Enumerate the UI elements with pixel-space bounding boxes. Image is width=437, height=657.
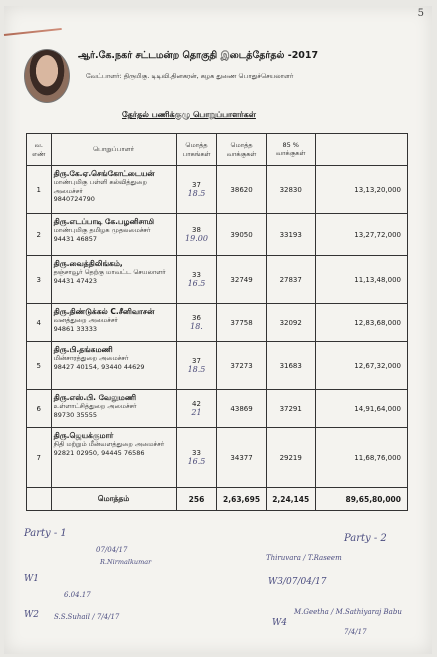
row-sn <box>27 256 52 304</box>
row-sn-value: 1 <box>36 185 42 194</box>
row-total-votes <box>217 304 266 342</box>
row-total-votes-value: 37758 <box>230 318 253 327</box>
leader-photo <box>24 49 70 103</box>
row-sn-value: 4 <box>36 318 42 327</box>
row-parts <box>176 214 217 256</box>
total-votes: 2,63,695 <box>217 488 266 511</box>
party1-label: Party - 1 <box>24 528 67 539</box>
page-number: 5 <box>417 8 424 19</box>
incharge-phone: 92821 02950, 94445 76586 <box>53 448 145 457</box>
incharge-role: நிதி மற்றும் மீன்வளத்துறை அமைச்சர் <box>53 440 165 449</box>
row-sn <box>27 390 52 428</box>
row-amount <box>315 390 407 428</box>
row-85-votes-value: 27837 <box>279 275 302 284</box>
row-incharge <box>51 304 176 342</box>
row-parts-value: 37 <box>192 357 201 365</box>
handwritten-note: 16.5 <box>187 279 206 288</box>
row-parts <box>176 428 217 488</box>
row-amount <box>315 342 407 390</box>
row-amount <box>315 428 407 488</box>
row-85-votes-value: 33193 <box>279 230 302 239</box>
incharge-name: திரு.வைத்திலிங்கம், <box>53 259 123 268</box>
incharge-name: திரு.பி.தங்கமணி <box>53 345 113 354</box>
row-sn-value: 5 <box>36 361 42 370</box>
row-incharge <box>51 342 176 390</box>
handwritten-note: 21 <box>191 408 202 417</box>
handwritten-note: 18.5 <box>187 189 206 198</box>
row-85-votes-value: 29219 <box>279 453 302 462</box>
row-parts <box>176 166 217 214</box>
row-sn <box>27 428 52 488</box>
col-header-85-votes: 85 % வாக்குகள் <box>266 134 315 166</box>
document-sheet <box>4 6 432 654</box>
row-total-votes <box>217 342 266 390</box>
w1-label: W1 <box>24 574 39 584</box>
row-85-votes <box>266 256 315 304</box>
row-amount-value: 13,27,72,000 <box>354 230 401 239</box>
row-total-votes-value: 43869 <box>230 404 253 413</box>
incharge-phone: 94431 47423 <box>53 276 97 285</box>
table-row <box>27 390 408 428</box>
document-title: ஆர்.கே.நகர் சட்டமன்ற தொகுதி இடைத்தேர்தல் -2017 <box>78 50 319 61</box>
row-sn <box>27 166 52 214</box>
row-total-votes <box>217 166 266 214</box>
incharge-name: திரு.எஸ்.பி. வேலுமணி <box>53 393 137 402</box>
row-parts-value: 38 <box>192 226 201 234</box>
row-85-votes-value: 32092 <box>279 318 302 327</box>
row-amount-value: 11,13,48,000 <box>354 275 401 284</box>
row-parts-value: 42 <box>192 400 201 408</box>
row-incharge <box>51 428 176 488</box>
row-sn-value: 2 <box>36 230 42 239</box>
total-label: மொத்தம் <box>51 488 176 511</box>
row-parts-value: 33 <box>192 449 201 457</box>
row-sn-value: 3 <box>36 275 42 284</box>
table-header-row <box>27 134 408 166</box>
tag-string <box>4 28 62 36</box>
row-amount-value: 12,83,68,000 <box>354 318 401 327</box>
incharge-name: திரு.கே.ஏ.செங்கோட்டையன் <box>53 169 155 178</box>
w1-text: 6.04.17 <box>64 591 91 599</box>
row-incharge <box>51 390 176 428</box>
w2-text: S.S.Suhail / 7/4/17 <box>54 613 120 621</box>
incharge-phone: 98427 40154, 93440 44629 <box>53 362 145 371</box>
col-header-sn: வ. எண் <box>27 134 52 166</box>
row-parts-value: 33 <box>192 271 201 279</box>
handwritten-note: 18.5 <box>187 365 206 374</box>
row-parts <box>176 304 217 342</box>
table-row <box>27 214 408 256</box>
party2-name: Thiruvara / T.Raseem <box>266 554 342 562</box>
row-incharge <box>51 214 176 256</box>
row-total-votes-value: 38620 <box>230 185 253 194</box>
row-85-votes <box>266 342 315 390</box>
row-total-votes-value: 34377 <box>230 453 253 462</box>
row-sn <box>27 342 52 390</box>
incharge-name: திரு.திண்டுக்கல் C.சீனிவாசன் <box>53 307 155 316</box>
row-sn-value: 7 <box>36 453 42 462</box>
incharge-phone: 94431 46857 <box>53 234 97 243</box>
incharge-phone: 89730 35555 <box>53 410 97 419</box>
col-header-incharge: பொறுப்பாளர் <box>51 134 176 166</box>
row-incharge <box>51 256 176 304</box>
row-amount-value: 12,67,32,000 <box>354 361 401 370</box>
incharge-role: வனத்துறை அமைச்சர் <box>53 316 118 325</box>
table-row <box>27 342 408 390</box>
incharge-role: உள்ளாட்சித்துறை அமைச்சர் <box>53 402 137 411</box>
incharge-phone: 9840724790 <box>53 194 95 203</box>
col-header-amount <box>315 134 407 166</box>
row-85-votes <box>266 304 315 342</box>
row-total-votes <box>217 256 266 304</box>
incharge-role: மின்சாரத்துறை அமைச்சர் <box>53 354 129 363</box>
total-amount: 89,65,80,000 <box>315 488 407 511</box>
handwritten-note: 16.5 <box>187 457 206 466</box>
party1-name: R.Nirmalkumar <box>100 558 152 566</box>
row-85-votes-value: 37291 <box>279 404 302 413</box>
row-amount <box>315 166 407 214</box>
row-incharge <box>51 166 176 214</box>
row-parts <box>176 342 217 390</box>
row-85-votes <box>266 428 315 488</box>
row-amount <box>315 304 407 342</box>
incharge-phone: 94861 33333 <box>53 324 97 333</box>
row-85-votes <box>266 390 315 428</box>
row-total-votes <box>217 428 266 488</box>
party2-label: Party - 2 <box>344 533 387 544</box>
row-85-votes-value: 32830 <box>279 185 302 194</box>
incharge-name: திரு.எடப்பாடி கே.பழனிசாமி <box>53 217 155 226</box>
row-parts-value: 36 <box>192 314 201 322</box>
handwritten-note: 18. <box>190 322 203 331</box>
row-85-votes <box>266 166 315 214</box>
table-row <box>27 256 408 304</box>
party1-signature: 07/04/17 <box>96 546 128 554</box>
row-amount-value: 14,91,64,000 <box>354 404 401 413</box>
table-row <box>27 166 408 214</box>
table-row <box>27 428 408 488</box>
w3-label: W3/07/04/17 <box>268 577 327 587</box>
row-total-votes <box>217 390 266 428</box>
total-parts: 256 <box>176 488 217 511</box>
row-sn <box>27 304 52 342</box>
incharge-name: திரு.ஜெயக்குமார் <box>53 431 114 440</box>
row-parts-value: 37 <box>192 181 201 189</box>
row-total-votes-value: 32749 <box>230 275 253 284</box>
col-header-parts: மொத்த பாகங்கள் <box>176 134 217 166</box>
total-row <box>27 488 408 511</box>
w2-label: W2 <box>24 610 39 620</box>
row-amount <box>315 214 407 256</box>
incharge-role: தஞ்சாவூர் தெற்கு மாவட்ட செயலாளர் <box>53 268 166 277</box>
candidate-subtitle: வேட்பாளர்: திருமிகு. டிடிவி.தினகரன், கழக துணை பொதுச்செயலாளர் <box>86 72 294 80</box>
row-amount-value: 13,13,20,000 <box>354 185 401 194</box>
section-heading: தேர்தல் பணிக்குழு பொறுப்பாளர்கள் <box>122 110 256 119</box>
table-row <box>27 304 408 342</box>
row-total-votes-value: 39050 <box>230 230 253 239</box>
row-85-votes-value: 31683 <box>279 361 302 370</box>
row-amount-value: 11,68,76,000 <box>354 453 401 462</box>
row-amount <box>315 256 407 304</box>
row-total-votes <box>217 214 266 256</box>
row-85-votes <box>266 214 315 256</box>
incharge-role: மாண்புமிகு பள்ளி கல்வித்துறை அமைச்சர் <box>53 178 147 195</box>
w4-text: M.Geetha / M.Sathiyaraj Babu <box>294 608 402 616</box>
row-parts <box>176 256 217 304</box>
row-total-votes-value: 37273 <box>230 361 253 370</box>
w4-label: W4 <box>272 618 287 628</box>
row-sn <box>27 214 52 256</box>
committee-table <box>26 133 408 511</box>
incharge-role: மாண்புமிகு தமிழக முதலமைச்சர் <box>53 226 151 235</box>
handwritten-note: 19.00 <box>185 234 208 243</box>
w4-date: 7/4/17 <box>344 628 367 636</box>
row-parts <box>176 390 217 428</box>
col-header-total-votes: மொத்த வாக்குகள் <box>217 134 266 166</box>
row-sn-value: 6 <box>36 404 42 413</box>
total-85-votes: 2,24,145 <box>266 488 315 511</box>
